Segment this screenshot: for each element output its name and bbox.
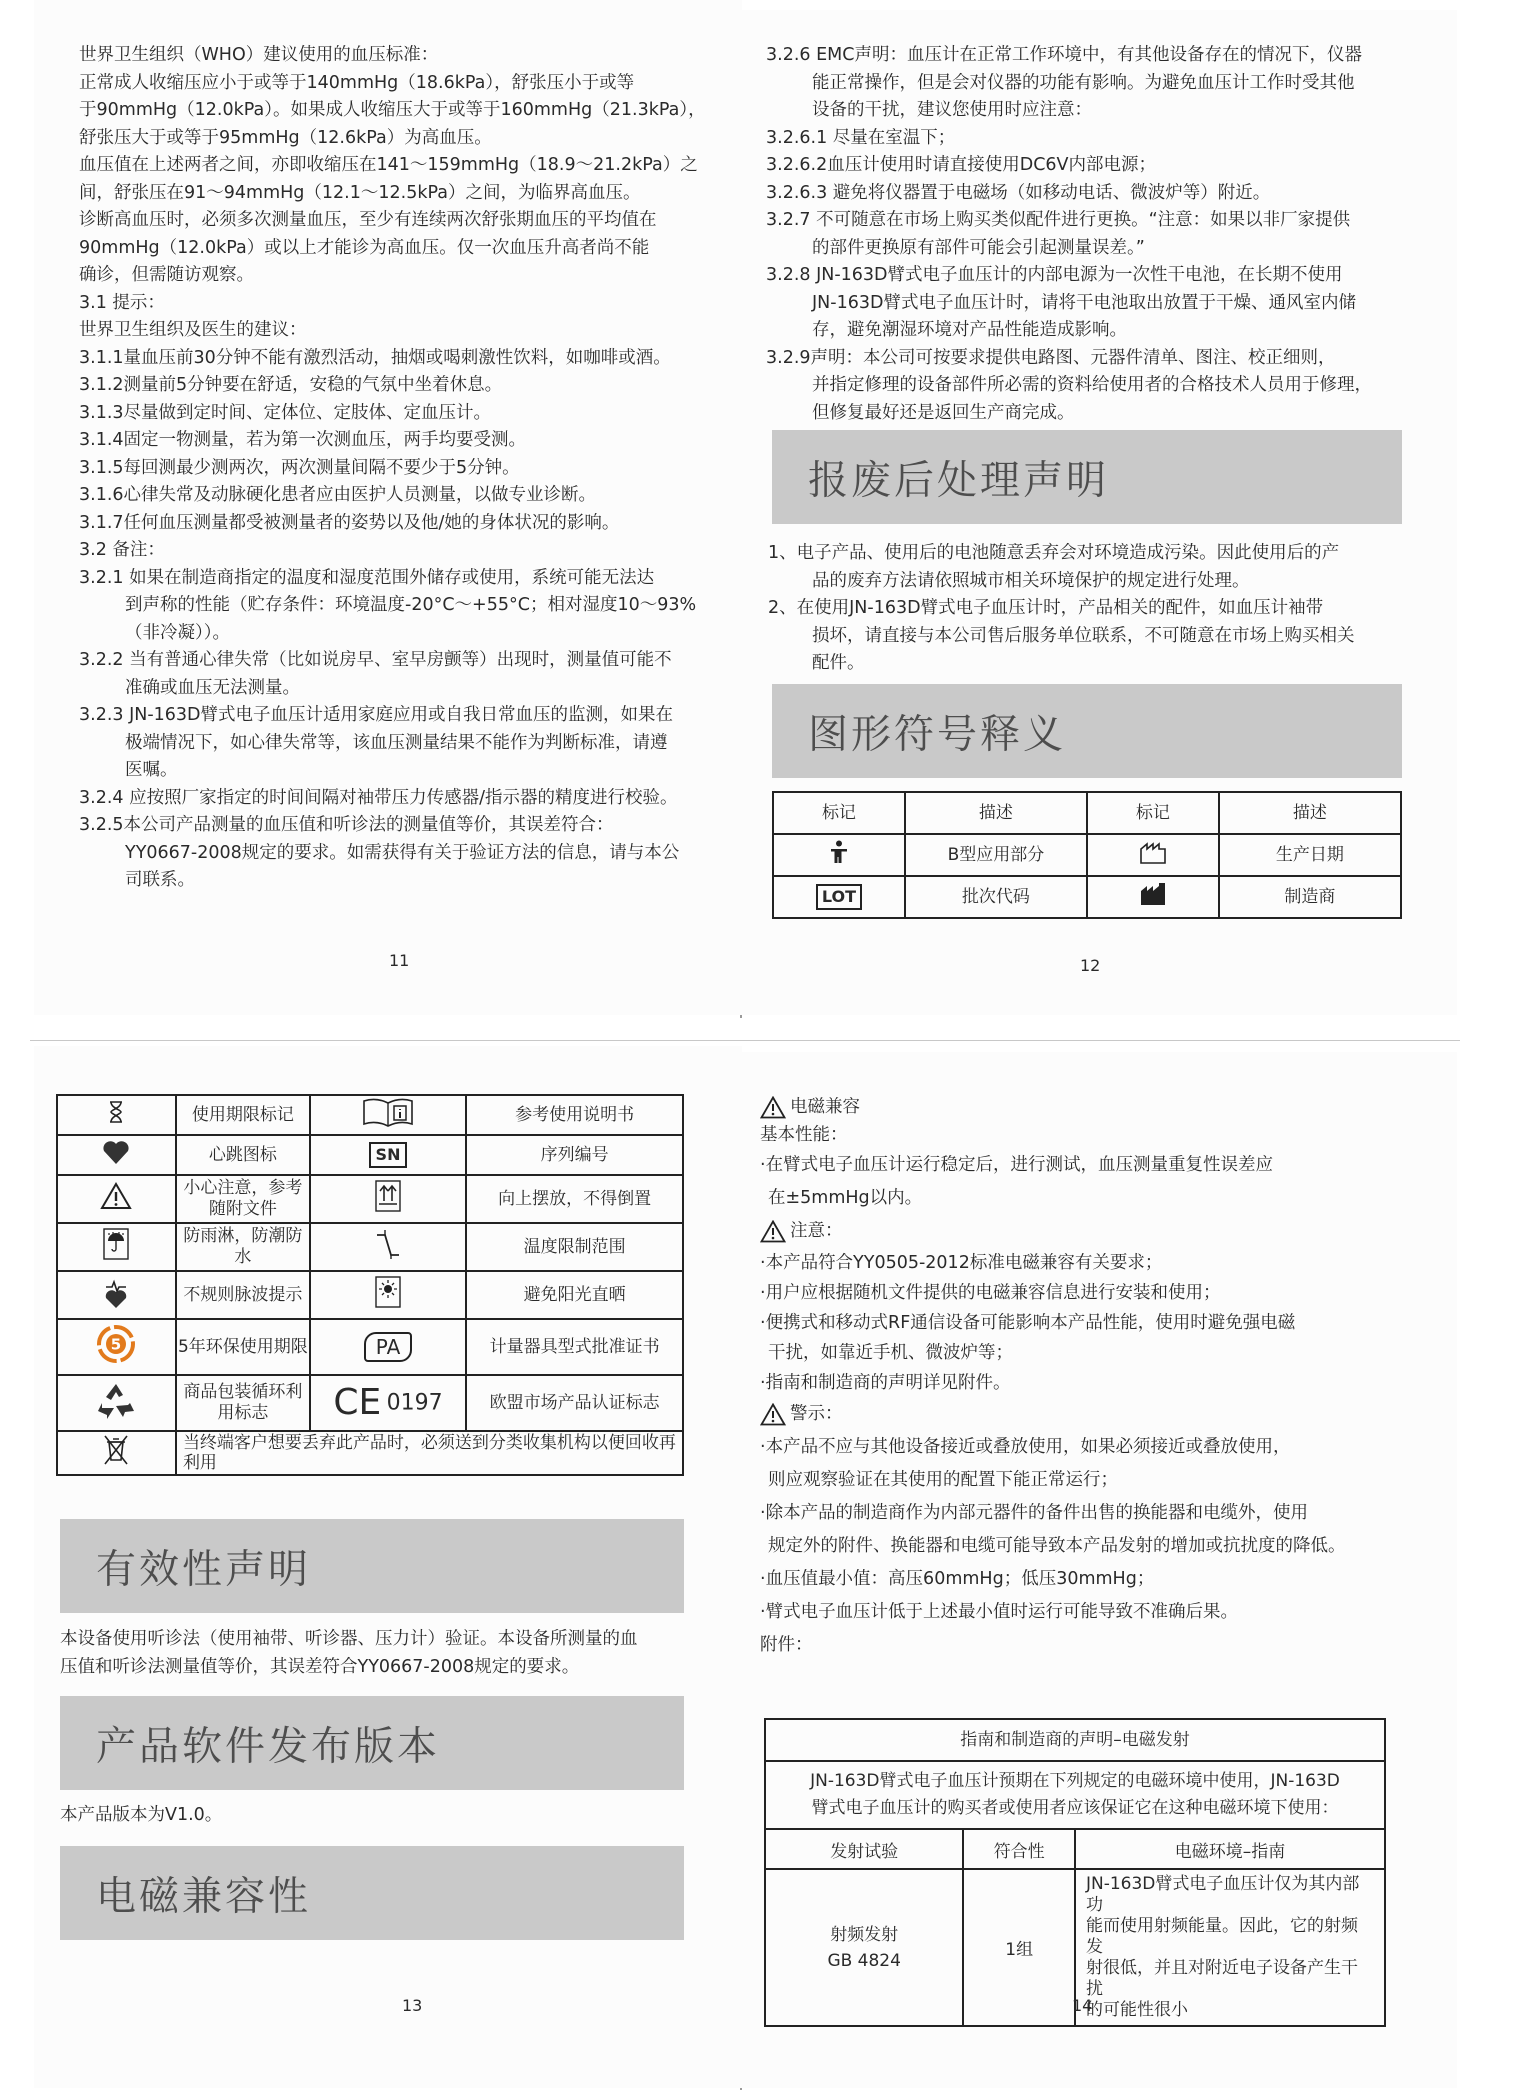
text-line: 3.1.2测量前5分钟要在舒适，安稳的气氛中坐着休息。 (79, 375, 503, 395)
table-cell: 序列编号 (466, 1135, 683, 1175)
validity-text (60, 1626, 638, 1681)
serial-number-icon (310, 1135, 467, 1175)
table-header: 描述 (1219, 792, 1401, 834)
page-14-body (760, 1094, 1346, 1662)
section-heading-validity (60, 1519, 684, 1613)
page-edge (30, 1040, 1460, 1041)
section-title: 有效性声明 (96, 1546, 311, 1593)
text-line: 准确或血压无法测量。 (125, 677, 300, 698)
section-heading-emc (60, 1846, 684, 1940)
emc-heading-text: 电磁兼容 (790, 1097, 860, 1117)
text-line: ·在臂式电子血压计运行稳定后，进行测试，血压测量重复性误差应 (760, 1155, 1274, 1175)
text-line: 1、电子产品、使用后的电池随意丢弃会对环境造成污染。因此使用后的产 (768, 543, 1340, 563)
table-cell: 向上摆放，不得倒置 (466, 1175, 683, 1223)
text-line: 存，避免潮湿环境对产品性能造成影响。 (812, 320, 1127, 340)
text-line: 配件。 (812, 653, 865, 673)
pa-approval-icon (310, 1319, 467, 1375)
text-line: ·本产品符合YY0505-2012标准电磁兼容有关要求； (760, 1253, 1163, 1273)
text-line: 90mmHg（12.0kPa）或以上才能诊为高血压。仅一次血压升高者尚不能 (79, 237, 650, 258)
disposal-text (768, 540, 1355, 678)
text-line: 3.1.4固定一物测量，若为第一次测血压，两手均要受测。 (79, 430, 527, 450)
hourglass-icon (57, 1095, 176, 1135)
text-line: ·血压值最小值：高压60mmHg；低压30mmHg； (760, 1569, 1155, 1589)
text-line: 压值和听诊法测量值等价，其误差符合YY0667-2008规定的要求。 (60, 1656, 580, 1677)
page-11-body (79, 42, 706, 895)
table-cell: 防雨淋，防潮防水 (176, 1223, 310, 1271)
text-line: 于90mmHg（12.0kPa）。如果成人收缩压大于或等于160mmHg（21.3kPa）， (79, 100, 706, 120)
text-line: （非冷凝））。 (125, 622, 230, 643)
note-heading-text: 注意： (790, 1220, 843, 1241)
warning-icon (760, 1096, 786, 1119)
text-line: 3.2.7 不可随意在市场上购买类似配件进行更换。“注意：如果以非厂家提供 (766, 210, 1351, 230)
text-line: 3.1.7任何血压测量都受被测量者的姿势以及他/她的身体状况的影响。 (79, 512, 620, 533)
table-header: 电磁环境–指南 (1075, 1829, 1385, 1869)
text-line: 本设备使用听诊法（使用袖带、听诊器、压力计）验证。本设备所测量的血 (60, 1629, 638, 1649)
symbol-table (772, 791, 1402, 919)
section-title: 图形符号释义 (808, 711, 1066, 758)
text-line: 3.2.6.2血压计使用时请直接使用DC6V内部电源； (766, 155, 1157, 175)
text-line: 损坏，请直接与本公司售后服务单位联系，不可随意在市场上购买相关 (812, 625, 1355, 646)
table-cell: 制造商 (1219, 876, 1401, 918)
ce-letters: CE (333, 1382, 382, 1424)
software-text (60, 1802, 222, 1830)
warning-icon (760, 1220, 786, 1243)
manufacture-date-icon (1087, 834, 1219, 876)
table-header: 标记 (773, 792, 905, 834)
text-line: JN-163D臂式电子血压计时，请将干电池取出放置于干燥、通风室内储 (812, 292, 1356, 313)
text-line: 3.2.6.1 尽量在室温下； (766, 127, 956, 148)
section-title: 电磁兼容性 (96, 1873, 311, 1920)
text-line: 臂式电子血压计的购买者或使用者应该保证它在这种电磁环境下使用： (811, 1798, 1339, 1818)
text-line: 3.2.2 当有普通心律失常（比如说房早、室早房颤等）出现时，测量值可能不 (79, 650, 672, 670)
table-header: 发射试验 (765, 1829, 963, 1869)
table-cell: 计量器具型式批准证书 (466, 1319, 683, 1375)
text-line: 3.2.6.3 避免将仪器置于电磁场（如移动电话、微波炉等）附近。 (766, 182, 1271, 203)
text-line: JN-163D臂式电子血压计预期在下列规定的电磁环境中使用，JN-163D (810, 1771, 1340, 1791)
ce-number: 0197 (386, 1390, 443, 1416)
text-line: 附件： (760, 1635, 813, 1655)
text-line: 则应观察验证在其使用的配置下能正常运行； (768, 1470, 1118, 1490)
table-cell: 避免阳光直晒 (466, 1271, 683, 1319)
text-line: GB 4824 (827, 1950, 901, 1971)
warning-heading-text: 警示： (790, 1403, 843, 1424)
pa-label: PA (364, 1332, 412, 1362)
sn-label: SN (369, 1142, 408, 1168)
table-cell: 当终端客户想要丢弃此产品时，必须送到分类收集机构以便回收再利用 (176, 1431, 683, 1475)
page-12 (742, 10, 1457, 1015)
text-line: ·本产品不应与其他设备接近或叠放使用，如果必须接近或叠放使用， (760, 1437, 1291, 1457)
table-cell: B型应用部分 (905, 834, 1087, 876)
lot-label: LOT (816, 884, 862, 910)
symbol-table-continued (56, 1094, 684, 1476)
type-b-applied-part-icon (773, 834, 905, 876)
ce-mark-icon (310, 1375, 467, 1431)
section-title: 报废后处理声明 (808, 457, 1109, 504)
table-cell: 批次代码 (905, 876, 1087, 918)
text-line: 3.1 提示： (79, 292, 165, 313)
text-line: 3.2.1 如果在制造商指定的温度和湿度范围外储存或使用，系统可能无法达 (79, 567, 655, 588)
table-cell: 参考使用说明书 (466, 1095, 683, 1135)
table-header: 符合性 (963, 1829, 1075, 1869)
text-line: 确诊，但需随访观察。 (79, 265, 254, 285)
text-line: 能正常操作，但是会对仪器的功能有影响。为避免血压计工作时受其他 (812, 72, 1355, 93)
keep-away-sunlight-icon (310, 1271, 467, 1319)
instructions-book-icon (310, 1095, 467, 1135)
text-line: 舒张压大于或等于95mmHg（12.6kPa）为高血压。 (79, 127, 492, 148)
page-13 (34, 1046, 742, 2088)
page-number: 14 (1072, 1996, 1093, 2015)
text-line: YY0667-2008规定的要求。如需获得有关于验证方法的信息，请与本公 (125, 842, 680, 863)
section-heading-disposal (772, 430, 1402, 524)
text-line: ·用户应根据随机文件提供的电磁兼容信息进行安装和使用； (760, 1283, 1221, 1303)
weee-crossed-bin-icon (57, 1431, 176, 1475)
table-cell (765, 1869, 963, 2026)
warning-heading (760, 1398, 1346, 1431)
text-line: 3.2.9声明：本公司可按要求提供电路图、元器件清单、图注、校正细则， (766, 347, 1336, 368)
page-11 (34, 0, 742, 1015)
text-line: 干扰，如靠近手机、微波炉等； (768, 1343, 1013, 1363)
section-heading-software (60, 1696, 684, 1790)
text-line: 3.2.6 EMC声明：血压计在正常工作环境中，有其他设备存在的情况下，仪器 (766, 45, 1362, 65)
table-cell: 欧盟市场产品认证标志 (466, 1375, 683, 1431)
text-line: 本产品版本为V1.0。 (60, 1805, 223, 1825)
text-line: 司联系。 (125, 870, 195, 890)
page-number: 12 (1080, 956, 1101, 975)
irregular-heartbeat-icon (57, 1271, 176, 1319)
text-line: 并指定修理的设备部件所必需的资料给使用者的合格技术人员用于修理， (812, 375, 1372, 395)
text-line: 到声称的性能（贮存条件：环境温度-20°C～+55°C；相对湿度10～93% (125, 595, 697, 615)
emission-table (764, 1718, 1386, 2027)
text-line: ·臂式电子血压计低于上述最小值时运行可能导致不准确后果。 (760, 1602, 1239, 1622)
text-line: 3.1.1量血压前30分钟不能有激烈活动，抽烟或喝刺激性饮料，如咖啡或酒。 (79, 347, 671, 368)
text-line: ·指南和制造商的声明详见附件。 (760, 1373, 1011, 1393)
table-header: 标记 (1087, 792, 1219, 834)
manufacturer-icon (1087, 876, 1219, 918)
text-line: 能而使用射频能量。因此，它的射频发 (1085, 1916, 1358, 1957)
section-title: 产品软件发布版本 (96, 1723, 440, 1770)
text-line: 3.2.5本公司产品测量的血压值和听诊法的测量值等价，其误差符合： (79, 815, 614, 835)
table-cell: 心跳图标 (176, 1135, 310, 1175)
text-line: 3.2.3 JN-163D臂式电子血压计适用家庭应用或自我日常血压的监测，如果在 (79, 705, 674, 725)
table-cell: 小心注意，参考随附文件 (176, 1175, 310, 1223)
text-line: 间，舒张压在91～94mmHg（12.1～12.5kPa）之间，为临界高血压。 (79, 182, 641, 203)
eco-label: 5 (111, 1335, 122, 1354)
emc-heading (760, 1094, 1346, 1122)
caution-icon (57, 1175, 176, 1223)
text-line: 在±5mmHg以内。 (768, 1188, 923, 1208)
page-number: 11 (389, 951, 410, 970)
text-line: 规定外的附件、换能器和电缆可能导致本产品发射的增加或抗扰度的降低。 (768, 1536, 1346, 1556)
page-12-body (766, 42, 1372, 427)
this-way-up-icon (310, 1175, 467, 1223)
recycle-icon (57, 1375, 176, 1431)
warning-icon (760, 1403, 786, 1426)
text-line: 3.1.5每回测最少测两次，两次测量间隔不要少于5分钟。 (79, 457, 520, 478)
heart-icon (57, 1135, 176, 1175)
emission-table-intro (766, 1762, 1384, 1830)
table-cell: 5年环保使用期限 (176, 1319, 310, 1375)
text-line: 但修复最好还是返回生产商完成。 (812, 402, 1075, 423)
text-line: 血压值在上述两者之间，亦即收缩压在141～159mmHg（18.9～21.2kPa）之 (79, 155, 698, 175)
text-line: 正常成人收缩压应小于或等于140mmHg（18.6kPa），舒张压小于或等 (79, 72, 635, 93)
text-line: 的可能性很小 (1085, 2000, 1188, 2020)
text-line: 世界卫生组织及医生的建议： (79, 320, 307, 340)
text-line: 2、在使用JN-163D臂式电子血压计时，产品相关的配件，如血压计袖带 (768, 598, 1324, 618)
keep-dry-icon (57, 1223, 176, 1271)
text-line: 品的废弃方法请依照城市相关环境保护的规定进行处理。 (812, 570, 1250, 591)
text-line: 极端情况下，如心律失常等，该血压测量结果不能作为判断标准，请遵 (125, 732, 668, 753)
table-cell: 不规则脉波提示 (176, 1271, 310, 1319)
text-line: JN-163D臂式电子血压计仅为其内部功 (1085, 1874, 1360, 1915)
text-line: 诊断高血压时，必须多次测量血压，至少有连续两次舒张期血压的平均值在 (79, 210, 657, 230)
page-14 (742, 1052, 1457, 2088)
text-line: ·便携式和移动式RF通信设备可能影响本产品性能，使用时避免强电磁 (760, 1313, 1296, 1333)
eco-5-years-icon (57, 1319, 176, 1375)
table-cell: 1组 (963, 1869, 1075, 2026)
emission-table-title: 指南和制造商的声明–电磁发射 (766, 1720, 1384, 1762)
text-line: 基本性能： (760, 1124, 848, 1145)
note-heading (760, 1215, 1346, 1248)
text-line: 射很低，并且对附近电子设备产生干扰 (1085, 1958, 1358, 1999)
text-line: ·除本产品的制造商作为内部元器件的备件出售的换能器和电缆外，使用 (760, 1503, 1309, 1523)
text-line: 设备的干扰，建议您使用时应注意： (812, 100, 1092, 120)
table-cell (1075, 1869, 1385, 2026)
table-header: 描述 (905, 792, 1087, 834)
text-line: 3.1.3尽量做到定时间、定体位、定肢体、定血压计。 (79, 402, 492, 423)
page-number: 13 (402, 1996, 423, 2015)
section-heading-symbols (772, 684, 1402, 778)
table-cell: 商品包装循环利用标志 (176, 1375, 310, 1431)
text-line: 医嘱。 (125, 760, 178, 780)
table-cell: 生产日期 (1219, 834, 1401, 876)
text-line: 3.1.6心律失常及动脉硬化患者应由医护人员测量，以做专业诊断。 (79, 485, 597, 505)
text-line: 射频发射 (830, 1924, 899, 1945)
text-line: 3.2.8 JN-163D臂式电子血压计的内部电源为一次性干电池，在长期不使用 (766, 265, 1343, 285)
table-cell: 温度限制范围 (466, 1223, 683, 1271)
text-line: 的部件更换原有部件可能会引起测量误差。” (812, 237, 1145, 258)
temperature-limit-icon (310, 1223, 467, 1271)
text-line: 3.2.4 应按照厂家指定的时间间隔对袖带压力传感器/指示器的精度进行校验。 (79, 787, 678, 808)
lot-icon (773, 876, 905, 918)
text-line: 3.2 备注： (79, 540, 165, 560)
table-cell: 使用期限标记 (176, 1095, 310, 1135)
text-line: 世界卫生组织（WHO）建议使用的血压标准： (79, 45, 439, 65)
